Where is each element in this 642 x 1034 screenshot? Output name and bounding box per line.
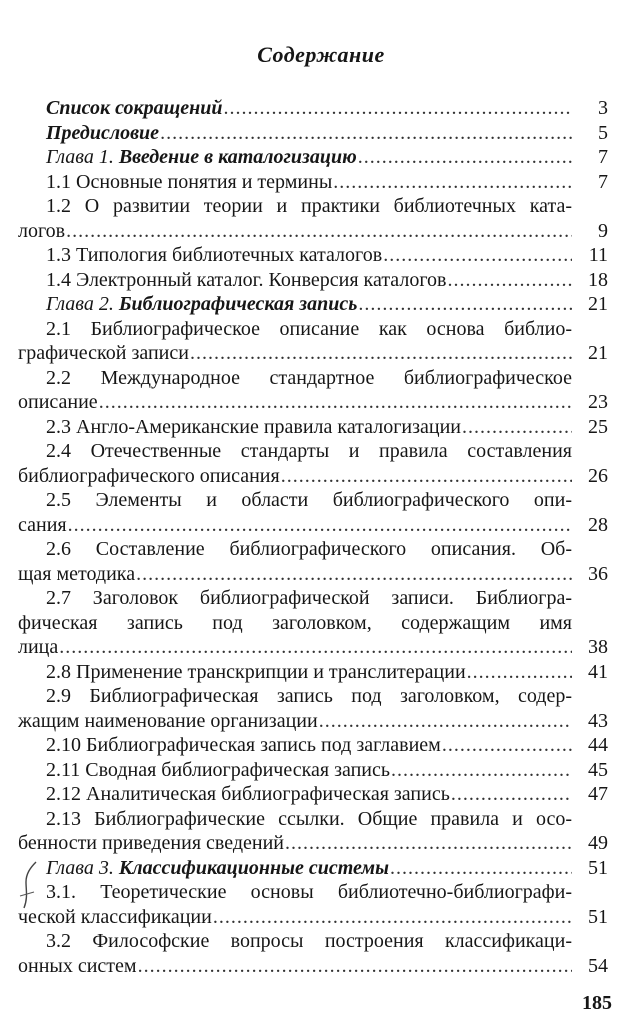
toc-page-number: 41 (588, 660, 608, 683)
chapter-prefix: Глава 2. (46, 293, 119, 315)
toc-page-number: 47 (588, 783, 608, 805)
toc-entry-line: 2.4 Отечественные стандарты и правила составления (46, 440, 572, 462)
dot-leader (390, 856, 572, 881)
toc-entry-text: сания (18, 513, 67, 536)
toc-chapter-2 (18, 292, 608, 317)
toc-page-number: 3 (598, 97, 608, 119)
dot-leader (138, 954, 572, 979)
toc-entry-2-7 (18, 586, 608, 660)
toc-entry-2-3 (18, 415, 608, 440)
toc-entry-text: библиографического описания (18, 464, 280, 487)
toc-entry-2-8 (18, 660, 608, 685)
dot-leader (66, 219, 572, 244)
toc-entry-2-11 (18, 758, 608, 783)
chapter-title: Введение в каталогизацию (118, 146, 357, 168)
dot-leader (358, 145, 572, 170)
dot-leader (333, 170, 572, 195)
toc-entry-text: логов (18, 219, 66, 242)
dot-leader (59, 635, 572, 660)
chapter-title: Библиографическая запись (118, 293, 358, 315)
toc-page-number: 18 (588, 268, 608, 291)
toc-entry-line: 2.9 Библиографическая запись под заголовком, содер- (46, 685, 572, 707)
chapter-prefix: Глава 1. (46, 146, 119, 168)
toc-entry-line: 2.13 Библиографические ссылки. Общие правила и осо- (46, 807, 572, 830)
toc-entry-text: щая методика (18, 562, 136, 585)
toc-entry-text: ческой классификации (18, 905, 212, 928)
toc-entry-text: 2.12 Аналитическая библиографическая запись (46, 783, 450, 805)
dot-leader (391, 758, 572, 783)
toc-entry-2-2 (18, 366, 608, 415)
toc-entry-text: 1.4 Электронный каталог. Конверсия каталогов (46, 268, 447, 291)
toc-entry-text: лица (18, 636, 59, 658)
dot-leader (68, 513, 572, 538)
toc-page-number: 54 (588, 954, 608, 977)
toc-page-number: 45 (588, 758, 608, 781)
toc-page-number: 11 (588, 244, 608, 266)
toc-entry-2-1 (18, 317, 608, 366)
toc-entry-text: 2.8 Применение транскрипции и транслитерации (46, 660, 466, 683)
toc-entry-1-1 (18, 170, 608, 195)
dot-leader (160, 121, 572, 146)
toc-entry-abbreviations (18, 96, 608, 121)
toc-chapter-1 (18, 145, 608, 170)
toc-entry-2-12 (18, 782, 608, 807)
toc-entry-text: Предисловие (46, 121, 160, 144)
toc-entry-3-1 (18, 880, 608, 929)
dot-leader (319, 709, 572, 734)
toc-entry-preface (18, 121, 608, 146)
dot-leader (383, 243, 572, 268)
toc-page-number: 38 (588, 636, 608, 658)
toc-page-number: 9 (598, 219, 608, 242)
toc-page-number: 26 (588, 464, 608, 487)
dot-leader (190, 341, 572, 366)
toc-entry-1-3 (18, 243, 608, 268)
toc-entry-text: жащим наименование организации (18, 709, 318, 732)
toc-entry-line: 2.1 Библиографическое описание как основа библио- (46, 317, 572, 340)
toc-page-number: 25 (588, 415, 608, 438)
toc-entry-text: 1.1 Основные понятия и термины (46, 170, 333, 193)
chapter-prefix: Глава 3. (46, 856, 119, 879)
toc-entry-2-9 (18, 684, 608, 733)
toc-entry-1-2 (18, 194, 608, 243)
toc-page-number: 28 (588, 513, 608, 536)
toc-entry-text: графической записи (18, 342, 189, 364)
table-of-contents (18, 96, 608, 978)
page-number: 185 (582, 992, 612, 1014)
toc-entry-text: описание (18, 391, 98, 413)
toc-entry-text: бенности приведения сведений (18, 832, 284, 854)
toc-entry-line: 2.6 Составление библиографического описания. Об- (46, 538, 572, 560)
toc-page-number: 7 (598, 170, 608, 193)
dot-leader (285, 831, 572, 856)
toc-page-number: 44 (588, 734, 608, 756)
dot-leader (358, 292, 572, 317)
toc-page-number: 51 (588, 856, 608, 879)
dot-leader (213, 905, 572, 930)
toc-page-number: 43 (588, 709, 608, 732)
toc-entry-text: Список сокращений (46, 97, 223, 119)
toc-entry-line: 3.2 Философские вопросы построения классификаци- (46, 930, 572, 952)
toc-page-number: 36 (588, 562, 608, 585)
chapter-title: Классификационные системы (118, 856, 389, 879)
toc-entry-text: 2.11 Сводная библиографическая запись (46, 758, 390, 781)
pencil-mark-icon (14, 858, 44, 918)
toc-page-number: 51 (588, 905, 608, 928)
toc-entry-text: 1.3 Типология библиотечных каталогов (46, 244, 383, 266)
toc-entry-line: фическая запись под заголовком, содержащим имя (18, 611, 572, 634)
toc-page-number: 23 (588, 391, 608, 413)
toc-entry-line: 2.2 Международное стандартное библиографическое (46, 366, 572, 389)
toc-entry-2-6 (18, 537, 608, 586)
toc-entry-line: 3.1. Теоретические основы библиотечно-библиографи- (46, 881, 572, 903)
toc-entry-2-4 (18, 439, 608, 488)
toc-entry-2-10 (18, 733, 608, 758)
dot-leader (448, 268, 573, 293)
dot-leader (99, 390, 572, 415)
toc-entry-line: 2.7 Заголовок библиографической записи. Библиогра- (46, 587, 572, 609)
toc-page-number: 49 (588, 832, 608, 854)
page-title: Содержание (257, 42, 385, 67)
toc-entry-line: 2.5 Элементы и области библиографического опи- (46, 489, 572, 511)
dot-leader (281, 464, 572, 489)
dot-leader (442, 733, 572, 758)
toc-entry-1-4 (18, 268, 608, 293)
toc-page-number: 5 (598, 121, 608, 144)
toc-entry-text: 2.10 Библиографическая запись под заглавием (46, 734, 441, 756)
dot-leader (467, 660, 572, 685)
toc-page-number: 21 (588, 293, 608, 315)
toc-page-number: 7 (598, 146, 608, 168)
dot-leader (136, 562, 572, 587)
dot-leader (224, 96, 572, 121)
toc-entry-line: 1.2 О развитии теории и практики библиотечных ката- (46, 195, 572, 217)
toc-chapter-3 (18, 856, 608, 881)
toc-entry-2-13 (18, 807, 608, 856)
toc-entry-2-5 (18, 488, 608, 537)
toc-entry-text: 2.3 Англо-Американские правила каталогизации (46, 415, 461, 438)
toc-page-number: 21 (588, 342, 608, 364)
toc-entry-text: онных систем (18, 954, 137, 977)
toc-entry-3-2 (18, 929, 608, 978)
dot-leader (462, 415, 572, 440)
dot-leader (451, 782, 572, 807)
